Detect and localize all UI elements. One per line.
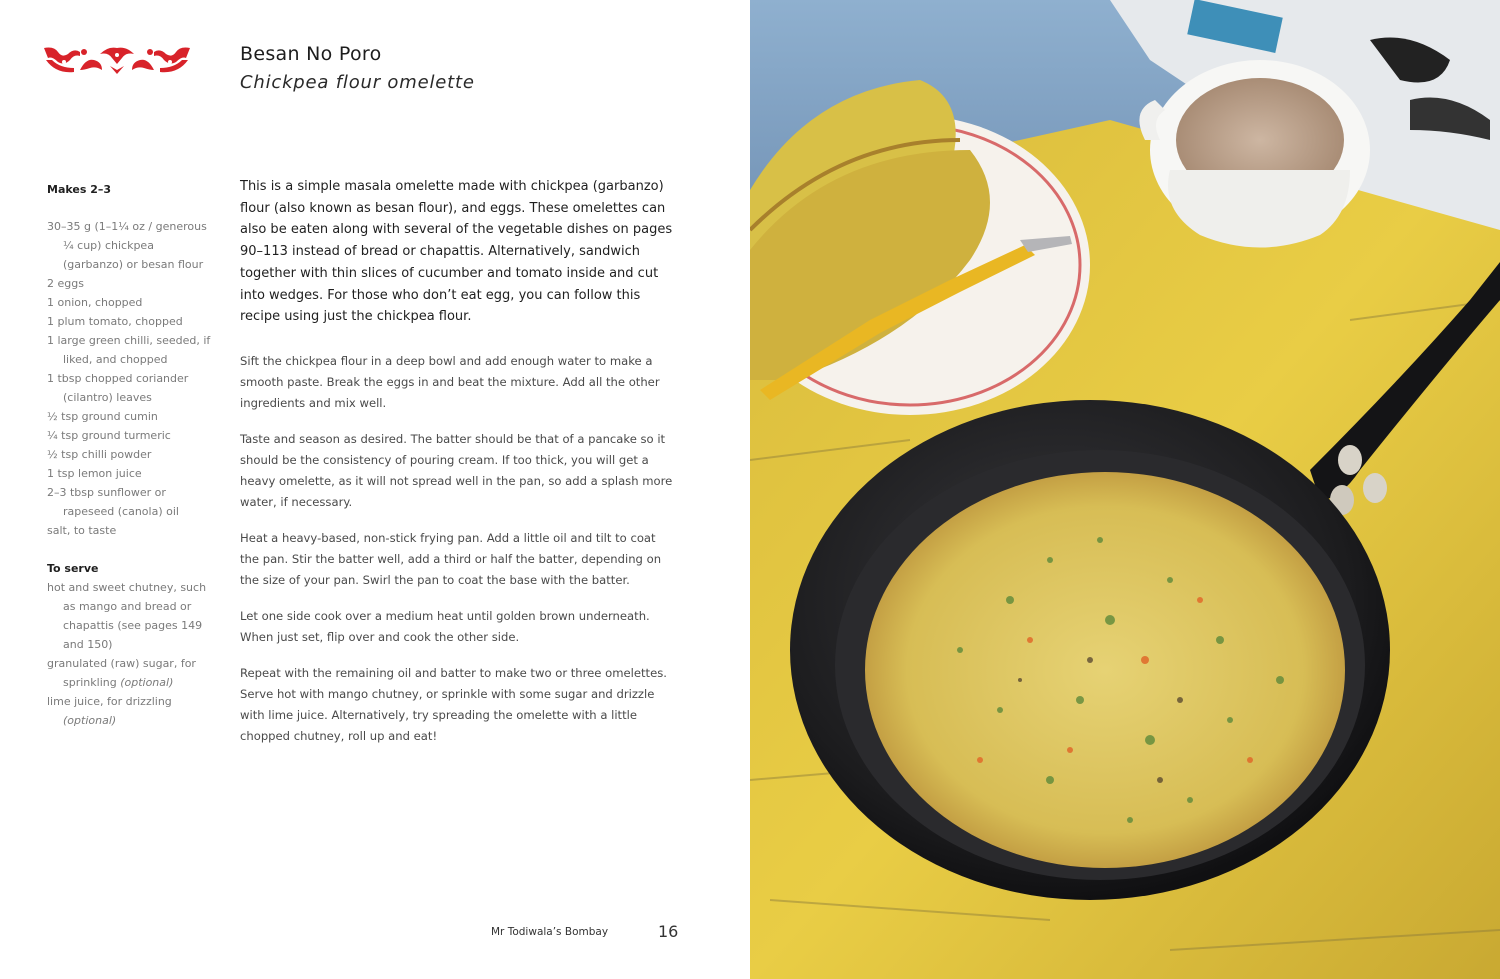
ingredient-item: 1 tbsp chopped coriander (cilantro) leaves — [47, 372, 189, 404]
method-text — [240, 176, 676, 762]
ingredient-item: 30–35 g (1–1¼ oz / generous ¼ cup) chickpea (garbanzo) or besan flour — [47, 220, 207, 271]
optional-note: (optional) — [120, 676, 174, 689]
to-serve-heading: To serve — [47, 562, 99, 575]
recipe-subtitle: Chickpea flour omelette — [240, 72, 475, 93]
intro-paragraph: This is a simple masala omelette made with chickpea (garbanzo) flour (also known as besan flour), and eggs. These omelettes can also be eaten along with several of the vegetable dishes on pages 90–113 instead of bread or chapattis. Alternatively, sandwich together with thin slices of cucumber and tomato inside and cut into wedges. For those who don’t eat egg, you can follow this recipe using just the chickpea flour. — [240, 179, 673, 325]
method-step: Repeat with the remaining oil and batter to make two or three omelettes. Serve hot with mango chutney, or sprinkle with some sugar and drizzle with lime juice. Alternatively, try spreading the omelette with a little chopped chutney, roll up and eat! — [240, 665, 667, 743]
page-number: 16 — [658, 922, 679, 941]
makes-label: Makes 2–3 — [47, 183, 112, 196]
method-step: Let one side cook over a medium heat until golden brown underneath. When just set, flip over and cook the other side. — [240, 608, 650, 644]
right-page-photo — [750, 0, 1500, 979]
ingredient-item: 2 eggs — [47, 277, 84, 290]
serve-item — [47, 578, 212, 654]
book-title-footer: Mr Todiwala’s Bombay — [491, 926, 609, 938]
serve-item-text: granulated (raw) sugar, for sprinkling — [47, 657, 196, 689]
ingredient-item: ¼ tsp ground turmeric — [47, 429, 171, 442]
serve-item-text: lime juice, for drizzling — [47, 695, 172, 708]
ingredient-item: ½ tsp chilli powder — [47, 448, 152, 461]
method-step: Sift the chickpea flour in a deep bowl and add enough water to make a smooth paste. Break the eggs in and beat the mixture. Add all the other ingredients and mix well. — [240, 353, 660, 410]
ornament-icon — [44, 44, 190, 76]
optional-note: (optional) — [63, 714, 117, 727]
ingredient-item: ½ tsp ground cumin — [47, 410, 158, 423]
ingredient-item: 1 plum tomato, chopped — [47, 315, 183, 328]
ingredient-item: 1 large green chilli, seeded, if liked, and chopped — [47, 334, 211, 366]
omelette-photo — [750, 0, 1500, 979]
serve-item — [47, 654, 212, 692]
ingredient-item: 1 onion, chopped — [47, 296, 143, 309]
ingredient-item: salt, to taste — [47, 524, 117, 537]
serve-item — [47, 692, 212, 730]
method-step: Heat a heavy-based, non-stick frying pan. Add a little oil and tilt to coat the pan. Stir the batter well, add a third or half the batter, depending on the size of your pan. Swirl the pan to coat the base with the batter. — [240, 530, 662, 587]
ingredients-list — [47, 180, 212, 730]
serve-item-text: hot and sweet chutney, such as mango and bread or chapattis (see pages 149 and 150) — [47, 581, 207, 651]
ingredient-item: 1 tsp lemon juice — [47, 467, 142, 480]
recipe-title: Besan No Poro — [240, 43, 382, 65]
ingredient-item: 2–3 tbsp sunflower or rapeseed (canola) oil — [47, 486, 179, 518]
method-step: Taste and season as desired. The batter should be that of a pancake so it should be the consistency of pouring cream. If too thick, you will get a heavy omelette, as it will not spread well in the pan, so add a splash more water, if necessary. — [240, 431, 673, 509]
